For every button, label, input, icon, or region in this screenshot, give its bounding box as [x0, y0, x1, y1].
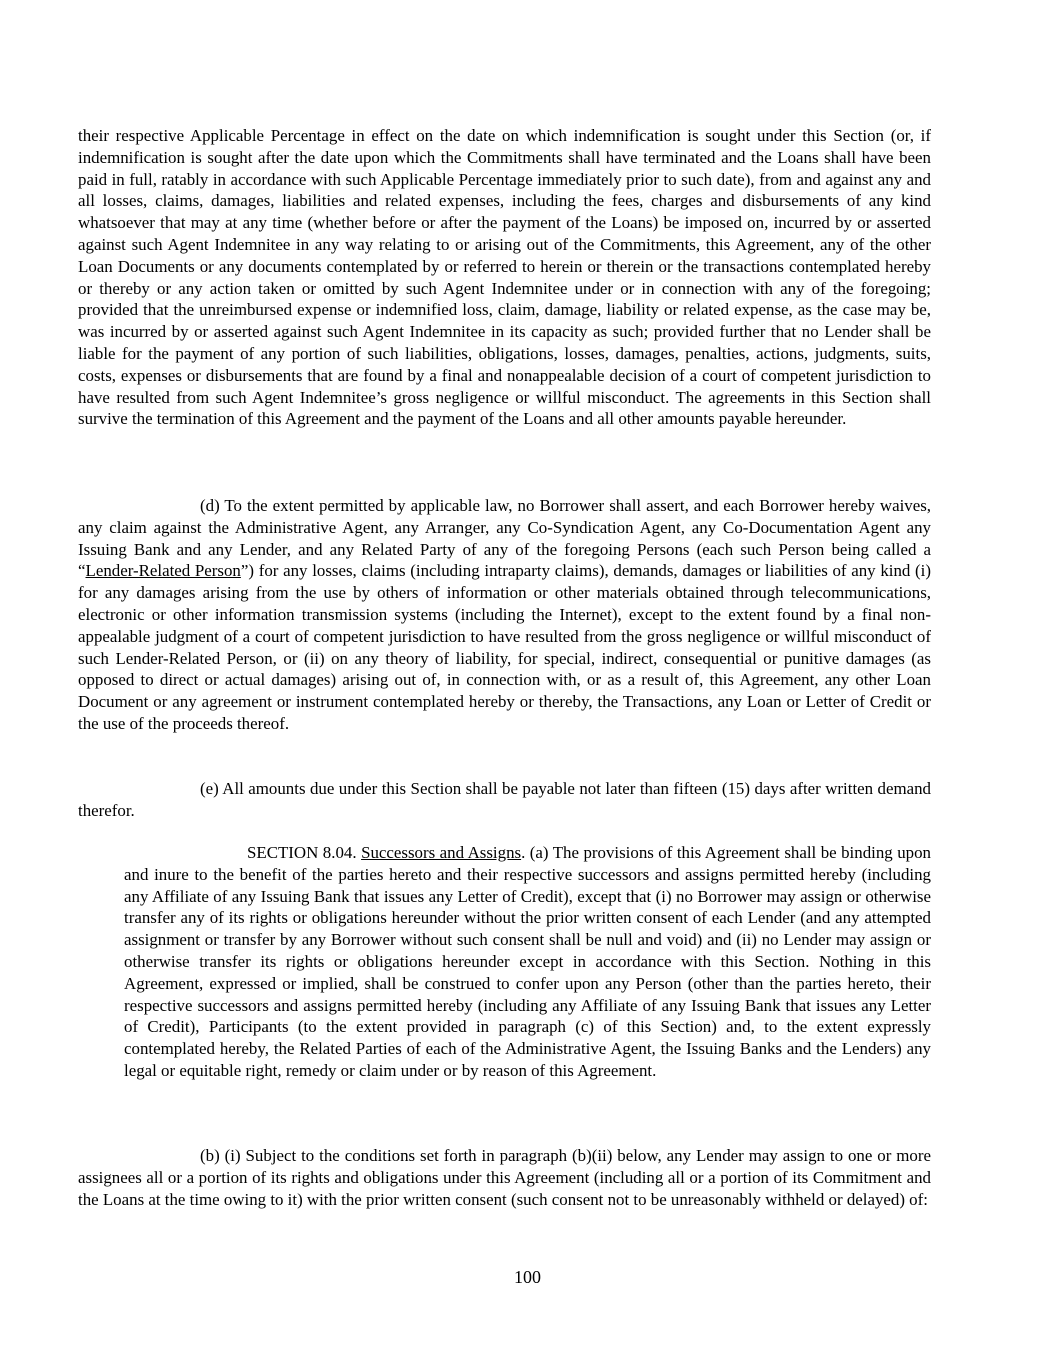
paragraph-d-waiver	[78, 495, 931, 735]
paragraph-indemnification-continued: their respective Applicable Percentage in effect on the date on which indemnification is sought under this Section (or, if indemnification is sought after the date upon which the Commitments shall have terminated and the Loans shall have been paid in full, ratably in accordance with such Applicable Percentage immediately prior to such date), from and against any and all losses, claims, damages, liabilities and related expenses, including the fees, charges and disbursements of any kind whatsoever that may at any time (whether before or after the payment of the Loans) be imposed on, incurred by or asserted against such Agent Indemnitee in any way relating to or arising out of the Commitments, this Agreement, any of the other Loan Documents or any documents contemplated by or referred to herein or therein or the transactions contemplated hereby or thereby or any action taken or omitted by such Agent Indemnitee under or in connection with any of the foregoing; provided that the unreimbursed expense or indemnified loss, claim, damage, liability or related expense, as the case may be, was incurred by or asserted against such Agent Indemnitee in its capacity as such; provided further that no Lender shall be liable for the payment of any portion of such liabilities, obligations, losses, damages, penalties, actions, judgments, suits, costs, expenses or disbursements that are found by a final and nonappealable decision of a court of competent jurisdiction to have resulted from such Agent Indemnitee’s gross negligence or willful misconduct. The agreements in this Section shall survive the termination of this Agreement and the payment of the Loans and all other amounts payable hereunder.	[78, 126, 931, 429]
page-number: 100	[514, 1267, 541, 1287]
paragraph-e-payment: (e) All amounts due under this Section shall be payable not later than fifteen (15) days after written demand therefor.	[78, 779, 931, 820]
paragraph-d-text-after: ”) for any losses, claims (including intraparty claims), demands, damages or liabilities of any kind (i) for any damages arising from the use by others of information or other materials obtained through telecommunications, electronic or other information transmission systems (including the Internet), except to the extent found by a final non-appealable judgment of a court of competent jurisdiction to have resulted from the gross negligence or willful misconduct of such Lender-Related Person, or (ii) on any theory of liability, for special, indirect, consequential or punitive damages (as opposed to direct or actual damages) arising out of, in connection with, or as a result of, this Agreement, any other Loan Document or any agreement or instrument contemplated hereby or thereby, the Transactions, any Loan or Letter of Credit or the use of the proceeds thereof.	[78, 561, 932, 733]
section-number: SECTION 8.04.	[247, 843, 362, 862]
section-8-04-successors-and-assigns	[124, 842, 931, 1082]
section-body: . (a) The provisions of this Agreement shall be binding upon and inure to the benefit of the parties hereto and their respective successors and assigns permitted hereby (including any Affiliate of any Issuing Bank that issues any Letter of Credit), except that (i) no Borrower may assign or otherwise transfer any of its rights or obligations hereunder without the prior written consent of each Lender (and any attempted assignment or transfer by any Borrower without such consent shall be null and void) and (ii) no Lender may assign or otherwise transfer its rights or obligations hereunder except in accordance with this Section. Nothing in this Agreement, expressed or implied, shall be construed to confer upon any Person (other than the parties hereto, their respective successors and assigns permitted hereby (including any Affiliate of any Issuing Bank that issues any Letter of Credit), Participants (to the extent provided in paragraph (c) of this Section) and, to the extent expressly contemplated hereby, the Related Parties of each of the Administrative Agent, the Issuing Banks and the Lenders) any legal or equitable right, remedy or claim under or by reason of this Agreement.	[124, 843, 931, 1080]
lender-related-person-term: Lender-Related Person	[85, 561, 241, 581]
paragraph-b-assignment: (b) (i) Subject to the conditions set forth in paragraph (b)(ii) below, any Lender may assign to one or more assignees all or a portion of its rights and obligations under this Agreement (including all or a portion of its Commitment and the Loans at the time owing to it) with the prior written consent (such consent not to be unreasonably withheld or delayed) of:	[78, 1146, 931, 1209]
section-heading: Successors and Assigns	[361, 843, 522, 862]
paragraph-d-text-before: (d) To the extent permitted by applicable law, no Borrower shall assert, and each Borrower hereby waives, any claim against the Administrative Agent, any Arranger, any Co-Syndication Agent, any Co-Documentation Agent any Issuing Bank and any Lender, and any Related Party of any of the foregoing Persons (each such Person being called a “	[78, 496, 931, 581]
